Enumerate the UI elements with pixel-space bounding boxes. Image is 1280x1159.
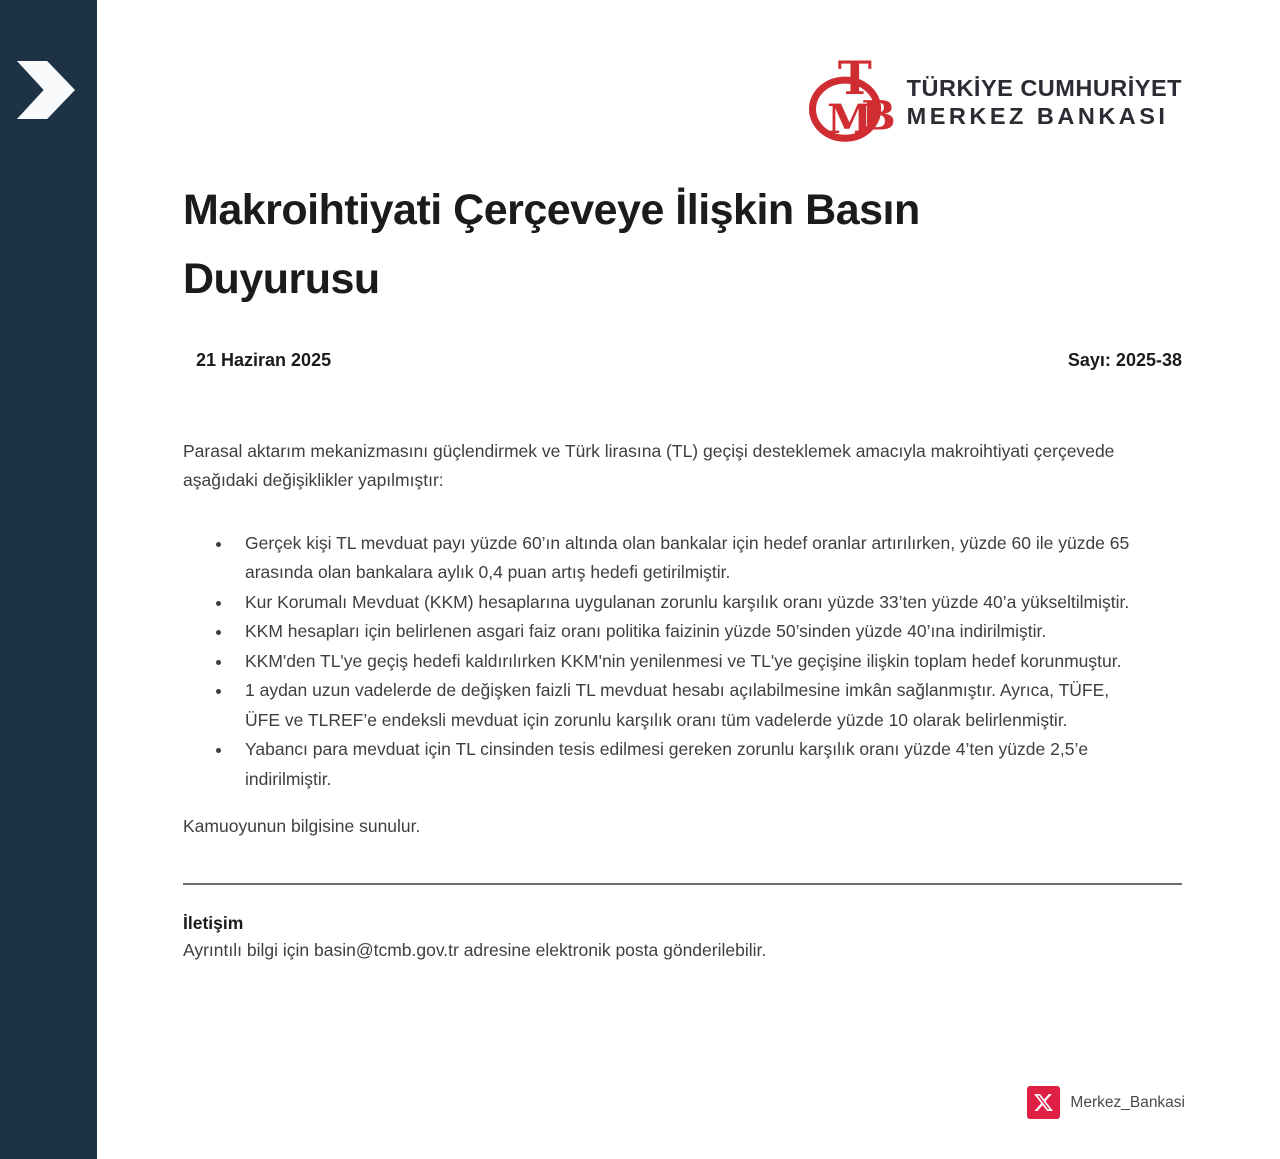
left-sidebar bbox=[0, 0, 97, 1159]
bank-name-line1: TÜRKİYE CUMHURİYET bbox=[906, 75, 1182, 102]
bank-logo bbox=[183, 58, 1182, 148]
contact-heading: İletişim bbox=[183, 913, 244, 934]
social-handle[interactable]: Merkez_Bankasi bbox=[1070, 1093, 1185, 1111]
release-number: Sayı: 2025-38 bbox=[1067, 349, 1182, 370]
changes-list bbox=[183, 529, 1143, 795]
social-link[interactable] bbox=[1027, 1086, 1185, 1119]
release-date: 21 Haziran 2025 bbox=[196, 349, 332, 370]
svg-text:M: M bbox=[826, 94, 872, 143]
press-release-page bbox=[97, 0, 1280, 1159]
bank-name-line2: MERKEZ BANKASI bbox=[906, 103, 1169, 129]
list-item: • KKM'den TL'ye geçiş hedefi kaldırılırken KKM'nin yenilenmesi ve TL'ye geçişine ilişkin toplam hedef korunmuştur. bbox=[233, 647, 1143, 677]
chevron-right-icon[interactable] bbox=[17, 61, 75, 119]
date-row bbox=[183, 350, 1182, 371]
x-logo-icon[interactable] bbox=[1027, 1086, 1060, 1119]
tcmb-logo-icon bbox=[809, 59, 897, 147]
list-item: • Yabancı para mevduat için TL cinsinden tesis edilmesi gereken zorunlu karşılık oranı yüzde 4’ten yüzde 2,5’e indirilmiştir. bbox=[233, 735, 1143, 794]
svg-text:B: B bbox=[861, 91, 896, 140]
bank-wordmark bbox=[907, 75, 1182, 130]
divider bbox=[183, 883, 1182, 885]
list-item: • 1 aydan uzun vadelerde de değişken faizli TL mevduat hesabı açılabilmesine imkân sağlanmıştır. Ayrıca, TÜFE, ÜFE ve TLREF’e endeksli mevduat için zorunlu karşılık oranı tüm vadelerde yüzde 10 olarak belirlenmiştir. bbox=[233, 676, 1143, 735]
svg-text:T: T bbox=[837, 59, 872, 106]
closing-line: Kamuoyunun bilgisine sunulur. bbox=[183, 816, 421, 837]
intro-paragraph: Parasal aktarım mekanizmasını güçlendirmek ve Türk lirasına (TL) geçişi desteklemek amacıyla makroihtiyati çerçevede aşağıdaki değişiklikler yapılmıştır: bbox=[183, 440, 1115, 490]
contact-text: Ayrıntılı bilgi için basin@tcmb.gov.tr adresine elektronik posta gönderilebilir. bbox=[183, 940, 767, 961]
page-title: Makroihtiyati Çerçeveye İlişkin Basın Duyurusu bbox=[183, 186, 920, 303]
list-item: • Gerçek kişi TL mevduat payı yüzde 60’ın altında olan bankalar için hedef oranlar artırılırken, yüzde 60 ile yüzde 65 arasında olan bankalara aylık 0,4 puan artış hedefi getirilmiştir. bbox=[233, 529, 1143, 588]
list-item: • Kur Korumalı Mevduat (KKM) hesaplarına uygulanan zorunlu karşılık oranı yüzde 33’ten yüzde 40’a yükseltilmiştir. bbox=[233, 588, 1143, 618]
list-item: • KKM hesapları için belirlenen asgari faiz oranı politika faizinin yüzde 50’sinden yüzde 40’ına indirilmiştir. bbox=[233, 617, 1143, 647]
